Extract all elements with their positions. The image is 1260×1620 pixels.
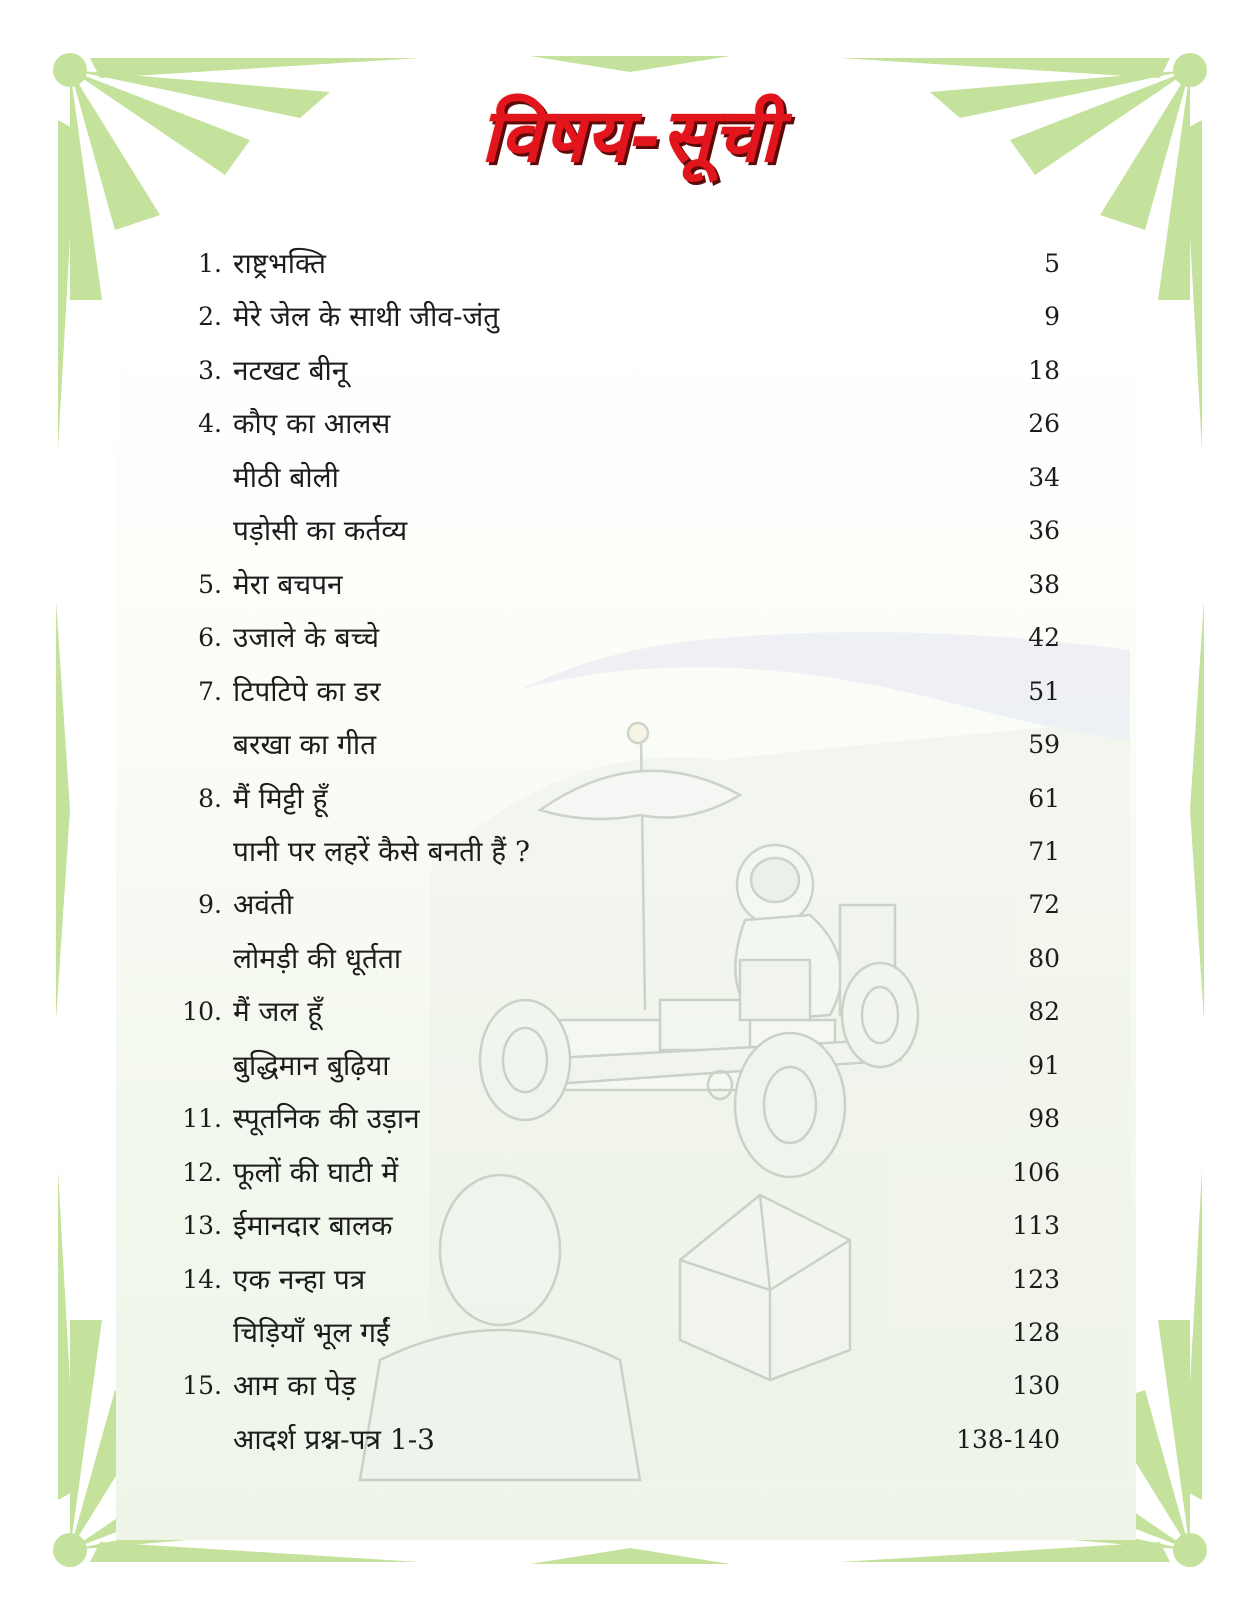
toc-entry-title: आदर्श प्रश्न-पत्र 1-3 — [233, 1422, 435, 1456]
toc-entry — [170, 614, 1060, 662]
toc-entry — [170, 1309, 1060, 1357]
toc-entry — [170, 1042, 1060, 1090]
toc-entry-page: 38 — [1028, 569, 1060, 599]
toc-entry — [170, 828, 1060, 876]
toc-entry — [170, 561, 1060, 609]
toc-entry-page: 72 — [1028, 890, 1060, 920]
toc-entry-number: 8. — [198, 783, 222, 813]
toc-entry — [170, 988, 1060, 1036]
toc-entry-number: 10. — [182, 997, 222, 1027]
toc-entry-title: लोमड़ी की धूर्तता — [233, 941, 402, 975]
toc-entry-page: 91 — [1028, 1050, 1060, 1080]
toc-entry-page: 106 — [1012, 1157, 1060, 1187]
toc-entry — [170, 347, 1060, 395]
toc-entry — [170, 935, 1060, 983]
toc-entry-page: 123 — [1012, 1264, 1060, 1294]
toc-entry-title: कौए का आलस — [233, 407, 391, 441]
toc-entry — [170, 721, 1060, 769]
toc-entry — [170, 668, 1060, 716]
toc-entry-number: 14. — [182, 1264, 222, 1294]
toc-entry-title: बरखा का गीत — [233, 728, 377, 762]
toc-entry-title: पड़ोसी का कर्तव्य — [233, 514, 408, 548]
toc-entry — [170, 240, 1060, 288]
toc-entry-title: अवंती — [233, 888, 294, 922]
toc-entry — [170, 1202, 1060, 1250]
toc-entry-page: 113 — [1012, 1211, 1060, 1241]
toc-entry-title: मीठी बोली — [233, 460, 339, 494]
toc-entry-number: 3. — [198, 355, 222, 385]
toc-entry-title: टिपटिपे का डर — [233, 674, 381, 708]
toc-entry-page: 5 — [1044, 249, 1060, 278]
toc-entry-title: राष्ट्रभक्ति — [233, 247, 326, 280]
toc-entry — [170, 1149, 1060, 1197]
toc-entry-title: उजाले के बच्चे — [233, 621, 379, 655]
toc-entry-page: 130 — [1012, 1371, 1060, 1401]
toc-entry-title: मैं मिट्टी हूँ — [233, 781, 328, 815]
toc-entry-title: स्पूतनिक की उड़ान — [233, 1102, 420, 1136]
toc-entry-number: 7. — [198, 676, 222, 706]
toc-entry-number: 15. — [182, 1371, 222, 1401]
toc-entry-page: 71 — [1028, 836, 1060, 866]
toc-entry — [170, 293, 1060, 341]
toc-entry-page: 82 — [1028, 997, 1060, 1027]
toc-entry — [170, 1095, 1060, 1143]
toc-entry-page: 51 — [1028, 676, 1060, 706]
toc-entry-title: फूलों की घाटी में — [233, 1155, 399, 1189]
toc-entry — [170, 400, 1060, 448]
toc-entry-number: 6. — [198, 623, 222, 653]
toc-entry — [170, 1362, 1060, 1410]
toc-entry-page: 138-140 — [956, 1424, 1060, 1454]
toc-entry-number: 2. — [198, 302, 222, 332]
toc-entry-number: 13. — [182, 1211, 222, 1241]
toc-entry-number: 5. — [198, 569, 222, 599]
toc-entry-title: चिड़ियाँ भूल गईं — [233, 1316, 390, 1349]
toc-entry — [170, 507, 1060, 555]
toc-entry — [170, 881, 1060, 929]
toc-entry-page: 80 — [1028, 943, 1060, 973]
toc-entry-number: 11. — [182, 1104, 222, 1134]
toc-entry-title: ईमानदार बालक — [233, 1209, 393, 1243]
toc-entry-page: 59 — [1028, 730, 1060, 760]
toc-entry — [170, 454, 1060, 502]
toc-entry — [170, 775, 1060, 823]
toc-entry-title: मेरा बचपन — [233, 567, 343, 601]
toc-entry-number: 1. — [198, 249, 222, 278]
toc-entry — [170, 1256, 1060, 1304]
toc-entry-title: पानी पर लहरें कैसे बनती हैं ? — [233, 834, 531, 868]
toc-entry-page: 26 — [1028, 409, 1060, 439]
toc-entry-page: 42 — [1028, 623, 1060, 653]
toc-entry-number: 9. — [198, 890, 222, 920]
page-title: विषय-सूची — [480, 93, 780, 179]
toc-entry-page: 9 — [1044, 302, 1060, 332]
toc-entry-title: मैं जल हूँ — [233, 995, 323, 1029]
toc-entry-title: एक नन्हा पत्र — [233, 1262, 366, 1296]
toc-entry-number: 12. — [182, 1157, 222, 1187]
toc-entry-title: आम का पेड़ — [233, 1369, 356, 1403]
toc-entry — [170, 1416, 1060, 1464]
toc-entry-page: 128 — [1012, 1318, 1060, 1347]
toc-entry-number: 4. — [198, 409, 222, 439]
toc-entry-page: 18 — [1028, 355, 1060, 385]
toc-entry-page: 36 — [1028, 516, 1060, 546]
toc-entry-page: 34 — [1028, 462, 1060, 492]
toc-entry-title: नटखट बीनू — [233, 353, 348, 387]
toc-entry-page: 61 — [1028, 783, 1060, 813]
toc-entry-title: मेरे जेल के साथी जीव-जंतु — [233, 300, 500, 334]
toc-entry-page: 98 — [1028, 1104, 1060, 1134]
toc-entry-title: बुद्धिमान बुढ़िया — [233, 1048, 390, 1082]
